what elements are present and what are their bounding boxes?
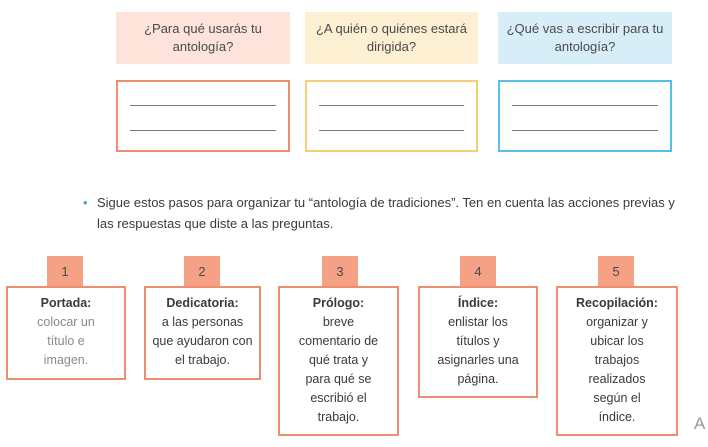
page-corner-letter: A [694,414,706,433]
step-card-dedicatoria [144,286,261,380]
step-card-portada [6,286,126,380]
answer-line [512,130,658,131]
step-body: colocar un título e imagen. [37,315,95,367]
instruction-paragraph [83,192,677,234]
step-body: organizar y ubicar los trabajos realizados según el índice. [586,315,648,424]
answer-box-purpose[interactable] [116,80,290,152]
question-label-purpose: ¿Para qué usarás tu antología? [116,12,290,64]
step-card-recopilacion [556,286,678,436]
instruction-text: Sigue estos pasos para organizar tu “antología de tradiciones”. Ten en cuenta las acciones previas y las respuestas que diste a las preguntas. [97,195,675,231]
step-number-3: 3 [322,256,358,286]
question-label-audience: ¿A quién o quiénes estará dirigida? [305,12,478,64]
step-number-1: 1 [47,256,83,286]
step-card-prologo [278,286,399,436]
answer-box-audience[interactable] [305,80,478,152]
step-body: breve comentario de qué trata y para qué se escribió el trabajo. [298,315,379,424]
answer-line [319,105,464,106]
answer-box-content[interactable] [498,80,672,152]
answer-line [130,130,276,131]
step-card-indice [418,286,538,398]
step-title: Índice: [457,296,499,310]
step-title: Portada: [40,296,92,310]
step-number-5: 5 [598,256,634,286]
question-label-content: ¿Qué vas a escribir para tu antología? [498,12,672,64]
step-number-2: 2 [184,256,220,286]
answer-line [319,130,464,131]
step-title: Recopilación: [576,296,658,310]
step-number-4: 4 [460,256,496,286]
bullet-icon: • [83,195,88,210]
step-title: Dedicatoria: [166,296,239,310]
answer-line [512,105,658,106]
answer-line [130,105,276,106]
step-body: a las personas que ayudaron con el trabajo. [152,315,253,367]
step-body: enlistar los títulos y asignarles una página. [437,315,519,386]
step-title: Prólogo: [312,296,365,310]
